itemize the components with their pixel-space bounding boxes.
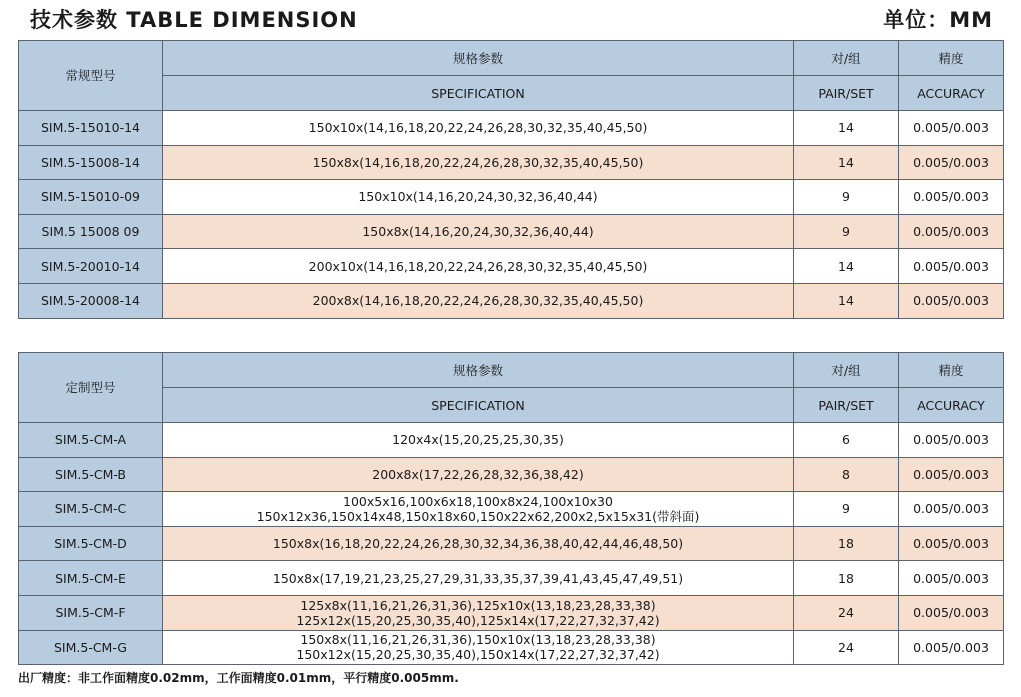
spec-line: 150x8x(14,16,20,24,30,32,36,40,44): [362, 224, 594, 240]
spec-cell: [163, 526, 794, 561]
accuracy-header-cn: 精度: [899, 41, 1004, 76]
model-cell: SIM.5-20008-14: [19, 283, 163, 318]
accuracy-cell: 0.005/0.003: [899, 457, 1004, 492]
accuracy-cell: 0.005/0.003: [899, 180, 1004, 215]
pair-count-cell: 14: [794, 145, 899, 180]
accuracy-cell: 0.005/0.003: [899, 249, 1004, 284]
spec-line: 120x4x(15,20,25,25,30,35): [392, 432, 564, 448]
table-row: [19, 561, 1004, 596]
spec-header-cn: 规格参数: [163, 41, 794, 76]
table-row: [19, 214, 1004, 249]
spec-line: 100x5x16,100x6x18,100x8x24,100x10x30: [343, 493, 613, 509]
accuracy-cell: 0.005/0.003: [899, 111, 1004, 146]
table-row: [19, 145, 1004, 180]
spec-line: 150x8x(11,16,21,26,31,36),150x10x(13,18,23,28,33,38): [300, 632, 656, 648]
pair-count-cell: 6: [794, 423, 899, 458]
standard-models-table: [18, 40, 1004, 319]
pair-count-cell: 14: [794, 249, 899, 284]
model-cell: SIM.5-CM-F: [19, 595, 163, 630]
spec-cell: [163, 249, 794, 284]
factory-accuracy-note: 出厂精度：非工作面精度0.02mm，工作面精度0.01mm，平行精度0.005mm.: [18, 671, 459, 685]
accuracy-cell: 0.005/0.003: [899, 561, 1004, 596]
spec-cell: [163, 283, 794, 318]
table-row: [19, 595, 1004, 630]
accuracy-cell: 0.005/0.003: [899, 214, 1004, 249]
accuracy-cell: 0.005/0.003: [899, 526, 1004, 561]
spec-cell: [163, 145, 794, 180]
model-cell: SIM.5-CM-C: [19, 492, 163, 527]
model-cell: SIM.5-20010-14: [19, 249, 163, 284]
spec-line: 200x10x(14,16,18,20,22,24,26,28,30,32,35,40,45,50): [308, 258, 648, 274]
spec-cell: [163, 111, 794, 146]
spec-line: 200x8x(17,22,26,28,32,36,38,42): [372, 466, 584, 482]
model-cell: SIM.5 15008 09: [19, 214, 163, 249]
pair-count-cell: 24: [794, 630, 899, 665]
model-cell: SIM.5-15010-14: [19, 111, 163, 146]
pair-count-cell: 9: [794, 492, 899, 527]
pair-header-cn: 对/组: [794, 353, 899, 388]
pair-count-cell: 18: [794, 526, 899, 561]
model-cell: SIM.5-15008-14: [19, 145, 163, 180]
pair-header-en: PAIR/SET: [794, 388, 899, 423]
spec-line: 150x8x(14,16,18,20,22,24,26,28,30,32,35,40,45,50): [312, 154, 644, 170]
spec-line: 150x12x(15,20,25,30,35,40),150x14x(17,22,27,32,37,42): [296, 647, 660, 663]
table-row: [19, 457, 1004, 492]
spec-cell: [163, 595, 794, 630]
spec-header-en: SPECIFICATION: [163, 388, 794, 423]
accuracy-cell: 0.005/0.003: [899, 423, 1004, 458]
table-row: [19, 283, 1004, 318]
model-cell: SIM.5-CM-A: [19, 423, 163, 458]
spec-header-cn: 规格参数: [163, 353, 794, 388]
table-row: [19, 111, 1004, 146]
spec-line: 150x8x(16,18,20,22,24,26,28,30,32,34,36,38,40,42,44,46,48,50): [272, 536, 684, 552]
model-cell: SIM.5-CM-B: [19, 457, 163, 492]
spec-line: 150x8x(17,19,21,23,25,27,29,31,33,35,37,39,41,43,45,47,49,51): [272, 570, 684, 586]
accuracy-cell: 0.005/0.003: [899, 283, 1004, 318]
table-row: [19, 526, 1004, 561]
pair-count-cell: 8: [794, 457, 899, 492]
table-row: [19, 492, 1004, 527]
spec-line: 150x10x(14,16,20,24,30,32,36,40,44): [358, 189, 598, 205]
table-row: [19, 630, 1004, 665]
accuracy-cell: 0.005/0.003: [899, 595, 1004, 630]
spec-line: 150x12x36,150x14x48,150x18x60,150x22x62,200x2,5x15x31(带斜面): [256, 508, 700, 524]
accuracy-header-en: ACCURACY: [899, 76, 1004, 111]
model-column-header: 常规型号: [19, 41, 163, 111]
accuracy-cell: 0.005/0.003: [899, 492, 1004, 527]
pair-count-cell: 14: [794, 111, 899, 146]
pair-count-cell: 14: [794, 283, 899, 318]
spec-cell: [163, 214, 794, 249]
accuracy-cell: 0.005/0.003: [899, 630, 1004, 665]
model-cell: SIM.5-CM-E: [19, 561, 163, 596]
accuracy-header-en: ACCURACY: [899, 388, 1004, 423]
custom-models-table: [18, 352, 1004, 665]
spec-cell: [163, 630, 794, 665]
spec-cell: [163, 180, 794, 215]
spec-header-en: SPECIFICATION: [163, 76, 794, 111]
model-cell: SIM.5-CM-G: [19, 630, 163, 665]
spec-line: 200x8x(14,16,18,20,22,24,26,28,30,32,35,40,45,50): [312, 293, 644, 309]
accuracy-header-cn: 精度: [899, 353, 1004, 388]
spec-cell: [163, 492, 794, 527]
model-cell: SIM.5-CM-D: [19, 526, 163, 561]
table-row: [19, 423, 1004, 458]
pair-header-cn: 对/组: [794, 41, 899, 76]
table-row: [19, 180, 1004, 215]
pair-count-cell: 9: [794, 214, 899, 249]
table-row: [19, 249, 1004, 284]
spec-line: 150x10x(14,16,18,20,22,24,26,28,30,32,35,40,45,50): [308, 120, 648, 136]
pair-count-cell: 18: [794, 561, 899, 596]
spec-line: 125x8x(11,16,21,26,31,36),125x10x(13,18,23,28,33,38): [300, 597, 656, 613]
model-column-header: 定制型号: [19, 353, 163, 423]
accuracy-cell: 0.005/0.003: [899, 145, 1004, 180]
unit-label: 单位：MM: [883, 8, 993, 32]
spec-cell: [163, 423, 794, 458]
pair-count-cell: 9: [794, 180, 899, 215]
spec-cell: [163, 561, 794, 596]
page-title: 技术参数 TABLE DIMENSION: [30, 8, 358, 32]
spec-cell: [163, 457, 794, 492]
pair-count-cell: 24: [794, 595, 899, 630]
model-cell: SIM.5-15010-09: [19, 180, 163, 215]
spec-line: 125x12x(15,20,25,30,35,40),125x14x(17,22,27,32,37,42): [296, 612, 660, 628]
pair-header-en: PAIR/SET: [794, 76, 899, 111]
